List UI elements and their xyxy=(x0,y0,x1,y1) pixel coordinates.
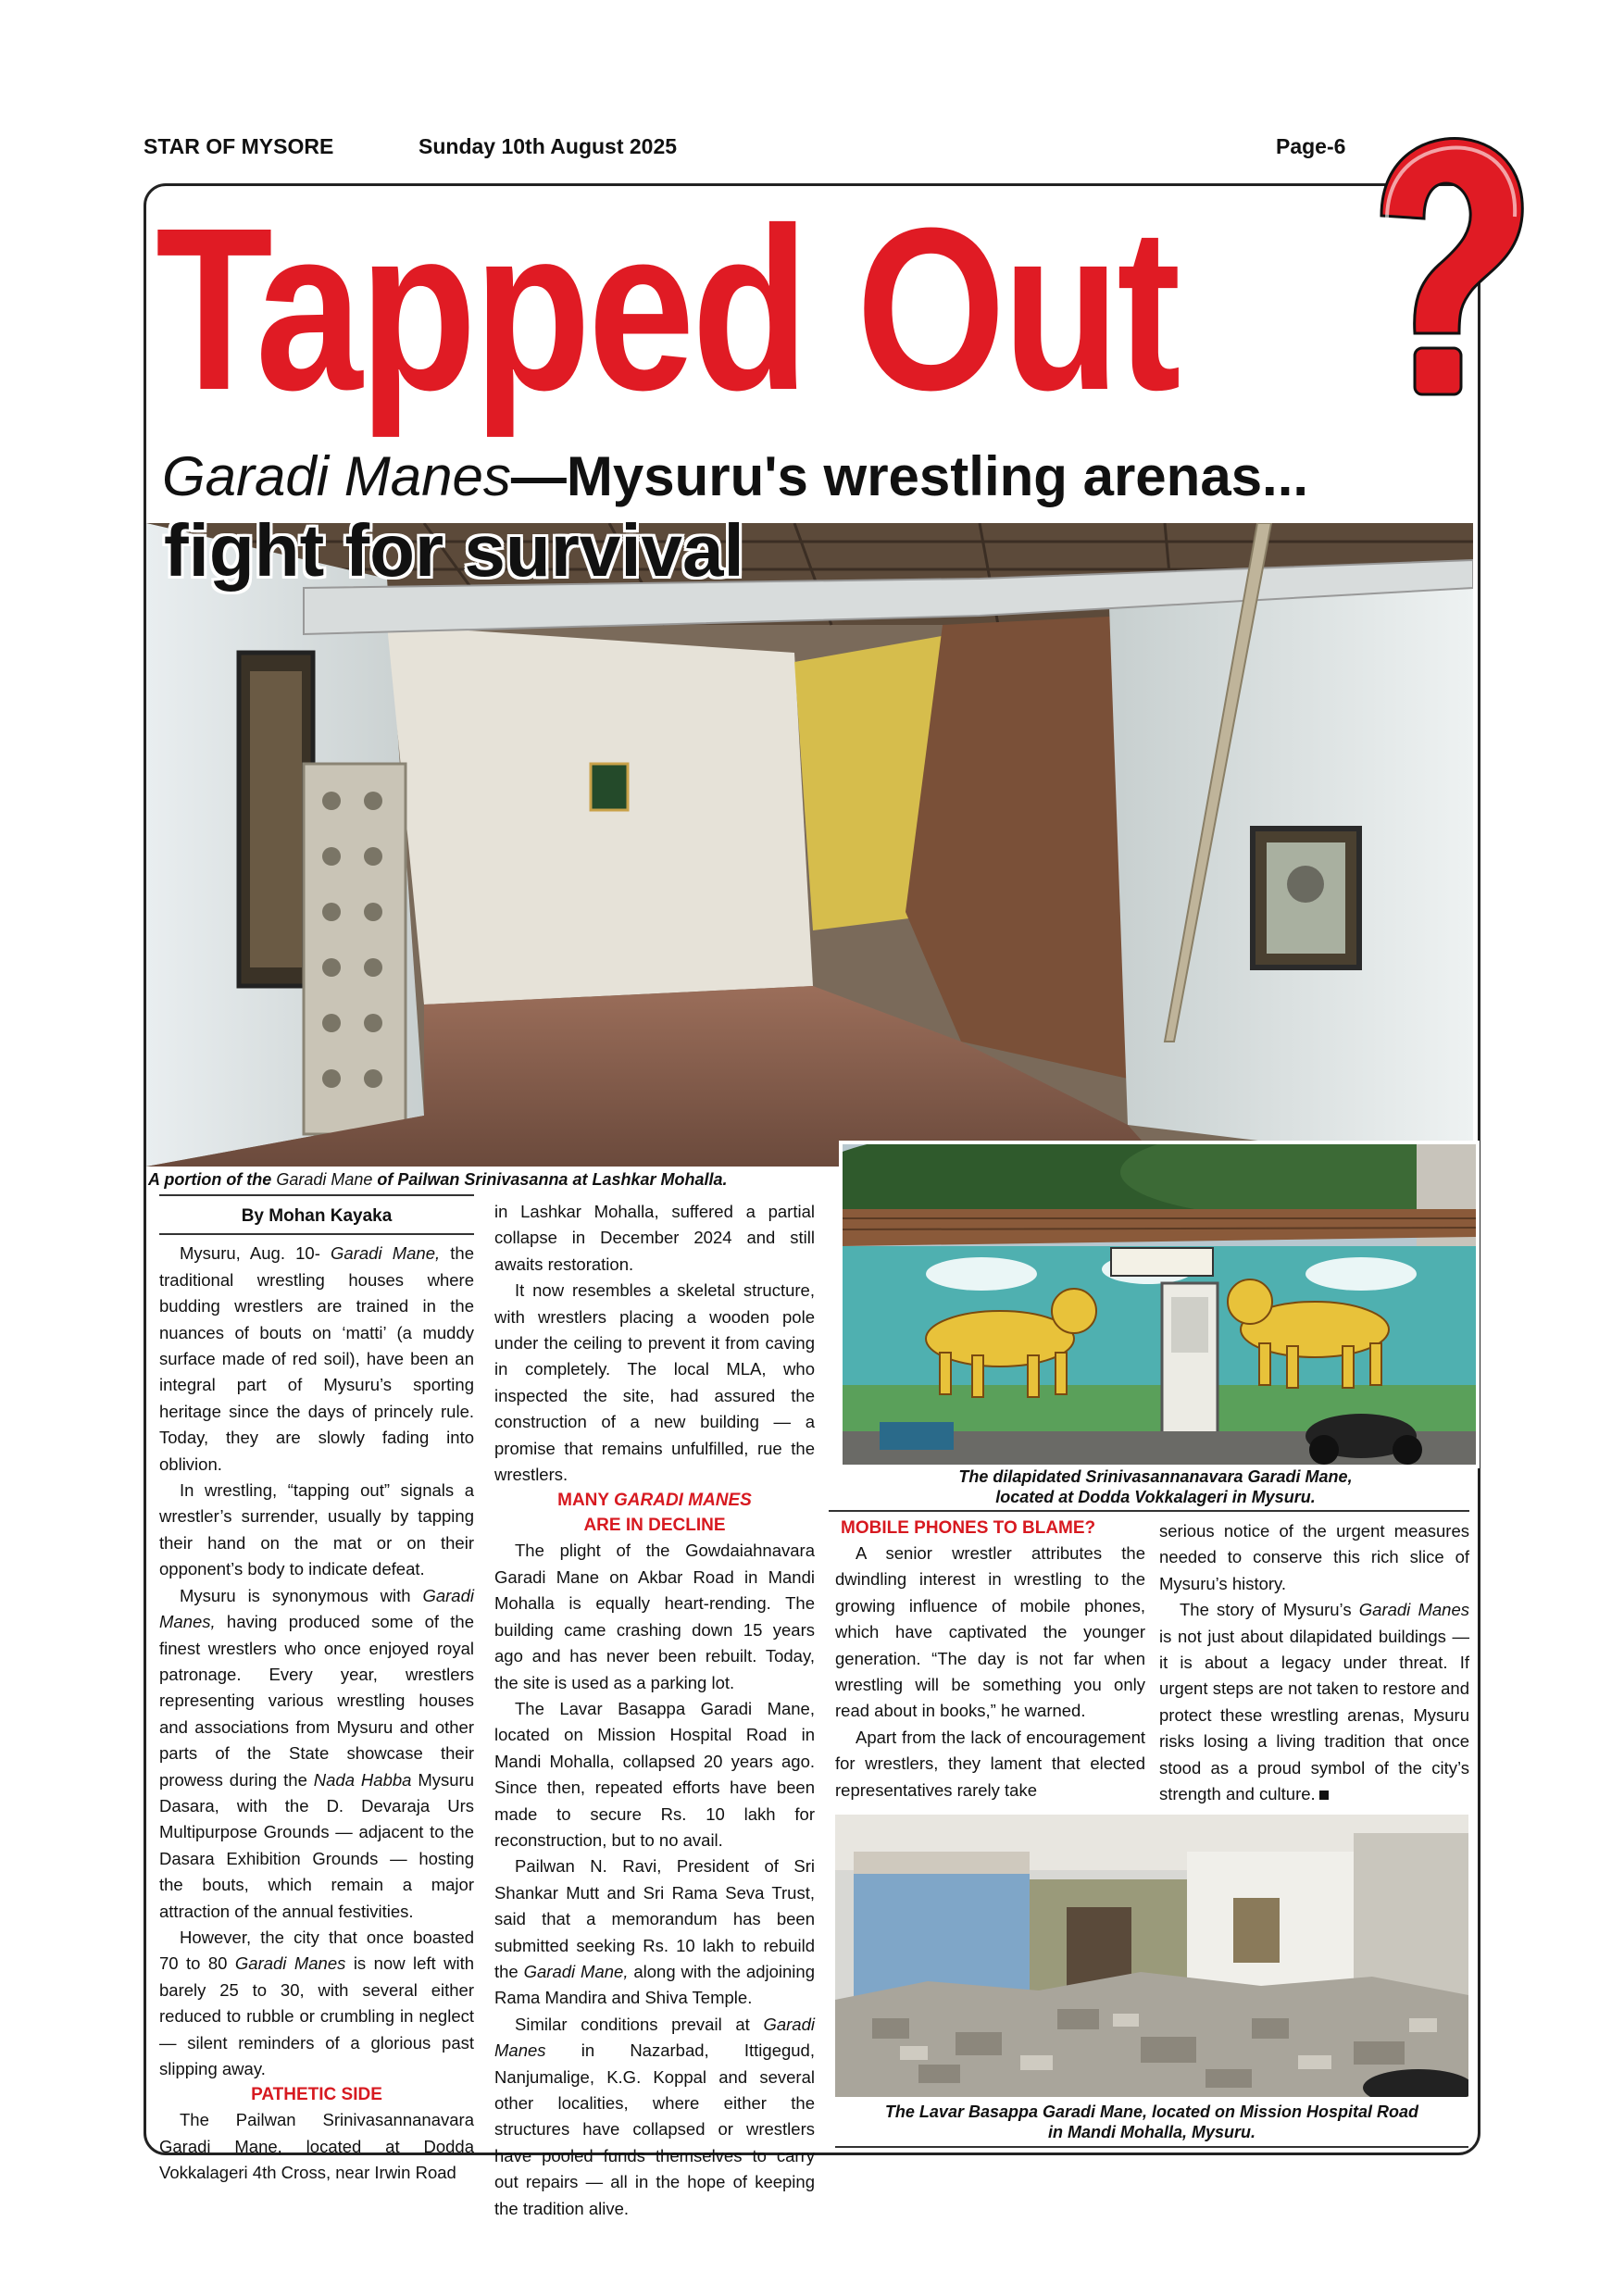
column-3 xyxy=(835,1516,1145,1803)
rubble-caption-line1: The Lavar Basappa Garadi Mane, located on Mission Hospital Road xyxy=(884,2103,1419,2121)
col1-para5: The Pailwan Srinivasannanavara Garadi Mane, located at Dodda Vokkalageri 4th Cross, near Irwin Road xyxy=(159,2110,474,2183)
col1-para4: However, the city that once boasted 70 to 80 Garadi Manes is now left with barely 25 to 30, with several either reduced to rubble or crumbling in neglect — silent reminders of a glorious past slipping away. xyxy=(159,1927,474,2078)
subhead-mobile-phones: MOBILE PHONES TO BLAME? xyxy=(841,1518,1096,1538)
main-caption-part3: of Pailwan Srinivasanna at Lashkar Mohalla. xyxy=(372,1170,728,1189)
tiger-caption-line1: The dilapidated Srinivasannanavara Garadi Mane, xyxy=(958,1467,1353,1486)
rule-bottom-right xyxy=(835,2146,1468,2148)
main-photo xyxy=(146,523,1473,1167)
rubble-photo xyxy=(835,1815,1468,2097)
col3-para1: A senior wrestler attributes the dwindling interest in wrestling to the growing influence of mobile phones, which have captivated the younger generation. “The day is not far when wrestling will be something you only read about in books,” he warned. xyxy=(835,1543,1145,1721)
tiger-caption-line2: located at Dodda Vokkalageri in Mysuru. xyxy=(995,1488,1316,1506)
byline: By Mohan Kayaka xyxy=(159,1200,474,1235)
col2-para6: Similar conditions prevail at Garadi Manes in Nazarbad, Ittigegud, Nanjumalige, K.G. Koppal and several other localities, where either the structures have collapsed or wrestlers have pooled funds themselves to carry out repairs — all in the hope of keeping the tradition alive. xyxy=(494,2014,815,2218)
rubble-caption-line2: in Mandi Mohalla, Mysuru. xyxy=(1047,2123,1255,2141)
col4-para2: The story of Mysuru’s Garadi Manes is not just about dilapidated buildings — it is about a legacy under threat. If urgent steps are not taken to restore and protect these wrestling arenas, Mysuru risks losing a living tradition that once stood as a proud symbol of the city’s strength and culture. xyxy=(1159,1600,1469,1804)
subhead-pathetic-side: PATHETIC SIDE xyxy=(251,2085,382,2105)
rule-byline-top xyxy=(159,1194,474,1196)
subheadline xyxy=(162,444,1308,509)
end-mark xyxy=(1319,1791,1329,1800)
col1-para2: In wrestling, “tapping out” signals a wrestler’s surrender, usually by tapping their hand on the mat or on their opponent’s body to indicate defeat. xyxy=(159,1480,474,1579)
issue-date: Sunday 10th August 2025 xyxy=(418,134,678,158)
column-1 xyxy=(159,1200,474,2187)
column-4 xyxy=(1159,1518,1469,1807)
col1-para1: Mysuru, Aug. 10- Garadi Mane, the traditional wrestling houses where budding wrestlers are trained in the nuances of bouts on ‘matti’ (a muddy surface made of red soil), have been an integral part of Mysuru’s sporting heritage since the days of princely rule. Today, they are slowly fading into oblivion. xyxy=(159,1243,475,1474)
subhead-bold: Mysuru's wrestling arenas... xyxy=(566,445,1309,507)
rule-top-right xyxy=(829,1510,1469,1512)
main-caption-part2: Garadi Mane xyxy=(276,1170,373,1189)
col1-para3: Mysuru is synonymous with Garadi Manes, having produced some of the finest wrestlers who once enjoyed royal patronage. Every year, wrestlers representing various wrestling houses and associations from Mysuru and other parts of the State showcase their prowess during the Nada Habba Mysuru Dasara, with the D. Devaraja Urs Multipurpose Grounds — adjacent to the Dasara Exhibition Grounds — hosting the bouts, which remain a major attraction of the annual festivities. xyxy=(159,1585,474,1921)
subhead-line2: fight for survival xyxy=(164,509,744,592)
col2-para5: Pailwan N. Ravi, President of Sri Shankar Mutt and Sri Rama Seva Trust, said that a memorandum has been submitted seeking Rs. 10 lakh to rebuild the Garadi Mane, along with the adjoining Rama Mandira and Shiva Temple. xyxy=(494,1856,815,2008)
subhead-italic: Garadi Manes xyxy=(162,445,511,507)
col2-para4: The Lavar Basappa Garadi Mane, located on Mission Hospital Road in Mandi Mohalla, collapsed 20 years ago. Since then, repeated efforts have been made to secure Rs. 10 lakh for reconstruction, but to no avail. xyxy=(494,1698,815,1850)
col2-para3: The plight of the Gowdaiahnavara Garadi Mane on Akbar Road in Mandi Mohalla is equally heart-rending. The building came crashing down 15 years ago and has never been rebuilt. Today, the site is used as a parking lot. xyxy=(494,1541,815,1692)
rubble-photo-caption xyxy=(835,2102,1468,2142)
col3-para2: Apart from the lack of encouragement for wrestlers, they lament that elected representatives rarely take xyxy=(835,1727,1145,1800)
question-mark-graphic xyxy=(1354,128,1530,406)
col2-para2: It now resembles a skeletal structure, with wrestlers placing a wooden pole under the ceiling to prevent it from caving in completely. The local MLA, who inspected the site, had assured the construction of a new building — a promise that remains unfulfilled, rue the wrestlers. xyxy=(494,1280,815,1485)
subhead-dash: — xyxy=(510,445,567,507)
main-caption-part1: A portion of the xyxy=(148,1170,277,1189)
subhead-many-garadi-manes: MANY GARADI MANES ARE IN DECLINE xyxy=(557,1491,752,1536)
page-number: Page-6 xyxy=(1276,134,1346,158)
headline: Tapped Out xyxy=(156,180,1179,438)
column-2 xyxy=(494,1199,815,2222)
col2-para1: in Lashkar Mohalla, suffered a partial collapse in December 2024 and still awaits restoration. xyxy=(494,1202,815,1274)
col4-para1: serious notice of the urgent measures needed to conserve this rich slice of Mysuru’s history. xyxy=(1159,1521,1469,1593)
tiger-mural-photo xyxy=(839,1141,1480,1468)
main-photo-caption xyxy=(148,1169,833,1190)
paper-name: STAR OF MYSORE xyxy=(144,134,334,158)
tiger-photo-caption xyxy=(839,1466,1472,1507)
